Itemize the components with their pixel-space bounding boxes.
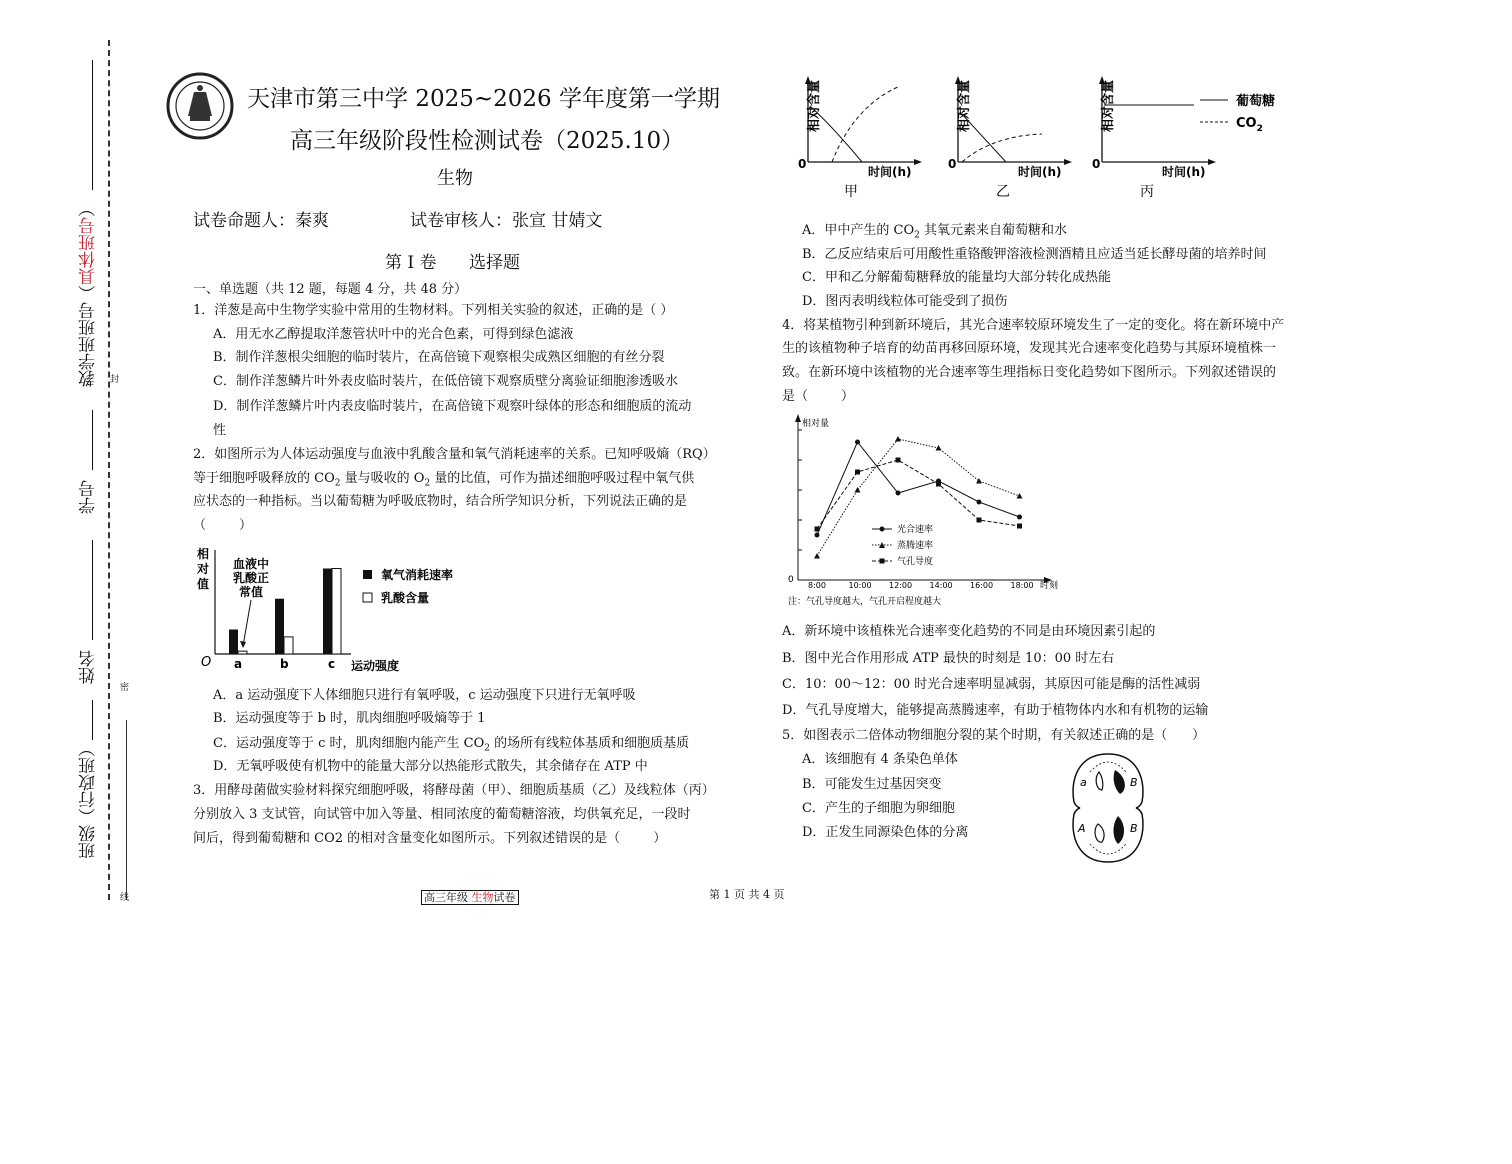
q5-stem: 5．如图表示二倍体动物细胞分裂的某个时期，有关叙述正确的是（ ）: [782, 728, 1206, 743]
reviewer-label: 试卷审核人：张宣 甘婧文: [410, 211, 603, 231]
q5-option-b: B．可能发生过基因突变: [802, 777, 942, 792]
bar-o2-a: [229, 629, 238, 654]
series-0-point-0: [815, 533, 820, 538]
bar-chart-origin: O: [201, 655, 212, 670]
q3-option-a: A．甲中产生的 $CO_2$ 其氧元素来自葡萄糖和水: [802, 223, 1068, 241]
exercise-bar-chart: [193, 542, 493, 677]
gene-label-b-top: B: [1130, 776, 1138, 789]
q2-stem-line3: 应状态的一种指标。当以葡萄糖为呼吸底物时，结合所学知识分析，下列说法正确的是: [193, 494, 688, 509]
footer-subject-box: 高三年级 生物试卷: [421, 886, 519, 905]
q4-stem-line1: 4．将某植物引种到新环境后，其光合速率较原环境发生了一定的变化。将在新环境中产: [782, 318, 1285, 333]
gene-label-a-top: a: [1080, 776, 1087, 789]
legend-transpiration: 蒸腾速率: [897, 541, 934, 551]
series-1-point-0: [814, 553, 820, 559]
svg-text:0: 0: [948, 157, 957, 171]
series-2-point-3: [936, 482, 941, 487]
teaching-class-underline: [92, 60, 93, 190]
series-0-point-2: [896, 491, 901, 496]
q2-option-d: D．无氧呼吸使有机物中的能量大部分以热能形式散失，其余储存在 ATP 中: [213, 759, 648, 774]
q3-option-b: B．乙反应结束后可用酸性重铬酸钾溶液检测酒精且应适当延长酵母菌的培养时间: [802, 247, 1267, 262]
series-1-point-4: [976, 478, 982, 484]
legend-lactic-swatch: [363, 593, 372, 602]
svg-text:0: 0: [798, 157, 807, 171]
bar-lactic-b: [284, 637, 293, 654]
series-line-2: [817, 460, 1020, 529]
panel-bing: [1092, 76, 1275, 200]
section-title: 第 I 卷 选择题: [385, 253, 520, 273]
q1-option-c: C．制作洋葱鳞片叶外表皮临时装片，在低倍镜下观察质壁分离验证细胞渗透吸水: [213, 374, 678, 389]
line-chart-xlabel: 时刻: [1040, 581, 1059, 591]
q2-stem-line4: （ ）: [193, 518, 253, 533]
bar-chart-xlabel: 运动强度: [351, 659, 400, 673]
x-tick-label: 16:00: [970, 581, 994, 590]
svg-text:0: 0: [1092, 157, 1101, 171]
q4-stem-line4: 是（ ）: [782, 389, 855, 404]
svg-text:时间(h): 时间(h): [1018, 165, 1062, 179]
bar-chart-annotation-2: 乳酸正: [233, 571, 270, 585]
q2-option-b: B．运动强度等于 b 时，肌肉细胞呼吸熵等于 1: [213, 711, 486, 726]
bar-o2-c: [323, 569, 332, 655]
svg-text:相对含量: 相对含量: [807, 79, 822, 132]
series-1-point-3: [936, 445, 942, 451]
gene-label-a-bottom: A: [1078, 822, 1086, 835]
series-0-point-4: [977, 500, 982, 505]
legend-o2-swatch: [363, 570, 372, 579]
name-label: 姓名: [79, 650, 99, 684]
binding-dashed-line: [108, 40, 110, 900]
x-tick-label: 8:00: [808, 581, 826, 590]
id-underline: [92, 410, 93, 470]
seal-char: 密: [120, 683, 130, 693]
x-tick-label: 10:00: [848, 581, 872, 590]
q1-stem: 1．洋葱是高中生物学实验中常用的生物材料。下列相关实验的叙述，正确的是（ ）: [193, 303, 674, 318]
name-underline: [92, 540, 93, 640]
series-2-point-4: [977, 518, 982, 523]
series-1-point-2: [895, 436, 901, 442]
subject-label: 生物: [437, 168, 473, 189]
teaching-class-label: 教学班班号（具体班号）: [79, 200, 99, 387]
title-line-2: 高三年级阶段性检测试卷（2025.10）: [290, 128, 685, 154]
q2-stem-line1: 2．如图所示为人体运动强度与血液中乳酸含量和氧气消耗速率的关系。已知呼吸熵（RQ）: [193, 447, 716, 462]
bar-chart-annotation-3: 常值: [239, 585, 264, 599]
legend-photosynthesis: 光合速率: [897, 525, 934, 535]
bar-chart-ylabel-3: 值: [197, 577, 210, 591]
legend-co2: $CO_2$: [1236, 116, 1263, 134]
q4-stem-line3: 致。在新环境中该植物的光合速率等生理指标日变化趋势如下图所示。下列叙述错误的: [782, 365, 1277, 380]
svg-text:相对含量: 相对含量: [957, 79, 972, 132]
q1-option-b: B．制作洋葱根尖细胞的临时装片，在高倍镜下观察根尖成熟区细胞的有丝分裂: [213, 350, 665, 365]
bar-category-b: b: [280, 657, 289, 671]
legend-glucose: 葡萄糖: [1236, 94, 1276, 109]
q4-option-a: A．新环境中该植株光合速率变化趋势的不同是由环境因素引起的: [782, 624, 1156, 639]
legend-stomatal: 气孔导度: [897, 557, 934, 567]
svg-text:乙: 乙: [996, 184, 1010, 200]
q3-stem-line3: 间后，得到葡萄糖和 CO2 的相对含量变化如图所示。下列叙述错误的是（ ）: [193, 831, 667, 846]
svg-text:甲: 甲: [844, 184, 858, 200]
q4-option-b: B．图中光合作用形成 ATP 最快的时刻是 10：00 时左右: [782, 651, 1115, 666]
bar-o2-b: [275, 599, 284, 654]
series-2-point-5: [1017, 524, 1022, 529]
bar-chart-ylabel-1: 相: [197, 547, 210, 561]
series-0-point-1: [855, 440, 860, 445]
panel-jia: [798, 76, 922, 200]
q3-stem-line1: 3．用酵母菌做实验材料探究细胞呼吸，将酵母菌（甲）、细胞质基质（乙）及线粒体（丙）: [193, 783, 715, 798]
author-label: 试卷命题人：秦爽: [193, 211, 329, 231]
q1-option-d-line1: D．制作洋葱鳞片叶内表皮临时装片，在高倍镜下观察叶绿体的形态和细胞质的流动: [213, 399, 692, 414]
q4-option-d: D．气孔导度增大，能够提高蒸腾速率，有助于植物体内水和有机物的运输: [782, 703, 1209, 718]
section-instruction: 一、单选题（共 12 题，每题 4 分，共 48 分）: [193, 282, 468, 297]
line-chart-note: 注：气孔导度越大，气孔开启程度越大: [788, 597, 942, 607]
q4-option-c: C．10：00～12：00 时光合速率明显减弱，其原因可能是酶的活性减弱: [782, 677, 1201, 692]
q1-option-d-line2: 性: [213, 423, 227, 438]
series-1-point-1: [855, 487, 861, 493]
footer-page-number: 第 1 页 共 4 页: [709, 888, 785, 901]
title-line-1: 天津市第三中学 2025~2026 学年度第一学期: [247, 86, 720, 112]
class-label: 班级（行政班）: [79, 740, 99, 859]
line-chart-ylabel: 相对量: [802, 419, 830, 429]
series-line-1: [817, 439, 1020, 556]
feng-char: 封: [110, 375, 120, 385]
line-chart-origin: 0: [788, 575, 794, 585]
series-2-point-1: [855, 470, 860, 475]
svg-text:时间(h): 时间(h): [868, 165, 912, 179]
x-tick-label: 14:00: [929, 581, 953, 590]
q2-option-a: A．a 运动强度下人体细胞只进行有氧呼吸，c 运动强度下只进行无氧呼吸: [213, 688, 636, 703]
legend-o2-label: 氧气消耗速率: [381, 568, 454, 582]
q1-option-a: A．用无水乙醇提取洋葱管状叶中的光合色素，可得到绿色滤液: [213, 327, 574, 342]
gene-label-b-bottom: B: [1130, 822, 1138, 835]
bar-category-c: c: [328, 657, 336, 671]
q3-option-d: D．图丙表明线粒体可能受到了损伤: [802, 294, 1008, 309]
bar-category-a: a: [234, 657, 243, 671]
q5-option-d: D．正发生同源染色体的分离: [802, 825, 969, 840]
q3-stem-line2: 分别放入 3 支试管，向试管中加入等量、相同浓度的葡萄糖溶液，均供氧充足，一段时: [193, 807, 691, 822]
binding-strip: [70, 40, 140, 903]
id-label: 学号: [79, 480, 99, 514]
q2-option-c: C．运动强度等于 c 时，肌肉细胞内能产生 $CO_2$ 的场所有线粒体基质和细胞质基质: [213, 736, 690, 754]
q4-stem-line2: 生的该植物种子培育的幼苗再移回原环境，发现其光合速率变化趋势与其原环境植株一: [782, 341, 1277, 356]
class-underline: [92, 700, 93, 740]
svg-text:时间(h): 时间(h): [1162, 165, 1206, 179]
q5-option-c: C．产生的子细胞为卵细胞: [802, 801, 955, 816]
x-tick-label: 18:00: [1010, 581, 1034, 590]
bar-lactic-c: [332, 569, 341, 655]
x-tick-label: 12:00: [889, 581, 913, 590]
legend-lactic-label: 乳酸含量: [381, 591, 430, 605]
q2-stem-line2: 等于细胞呼吸释放的 $CO_2$ 量与吸收的 $O_2$ 量的比值，可作为描述细胞呼吸过程中氧气供: [193, 471, 695, 489]
bar-chart-ylabel-2: 对: [197, 562, 210, 576]
series-2-point-0: [815, 527, 820, 532]
panel-yi: [948, 76, 1072, 200]
svg-text:相对含量: 相对含量: [1101, 79, 1116, 132]
bar-lactic-a: [238, 651, 247, 654]
bar-chart-annotation-arrow: [243, 600, 251, 646]
school-logo: [166, 72, 234, 140]
binding-solid-line: [126, 720, 127, 900]
series-0-point-5: [1017, 515, 1022, 520]
q3-option-c: C．甲和乙分解葡萄糖释放的能量均大部分转化成热能: [802, 270, 1111, 285]
q5-option-a: A．该细胞有 4 条染色单体: [802, 752, 958, 767]
xian-char: 线: [120, 893, 130, 903]
diurnal-line-chart: [782, 412, 1072, 612]
series-2-point-2: [896, 458, 901, 463]
yeast-figure: [782, 76, 1302, 202]
svg-text:丙: 丙: [1140, 184, 1154, 200]
cell-division-figure: [1066, 750, 1150, 866]
bar-chart-annotation-1: 血液中: [233, 557, 270, 571]
